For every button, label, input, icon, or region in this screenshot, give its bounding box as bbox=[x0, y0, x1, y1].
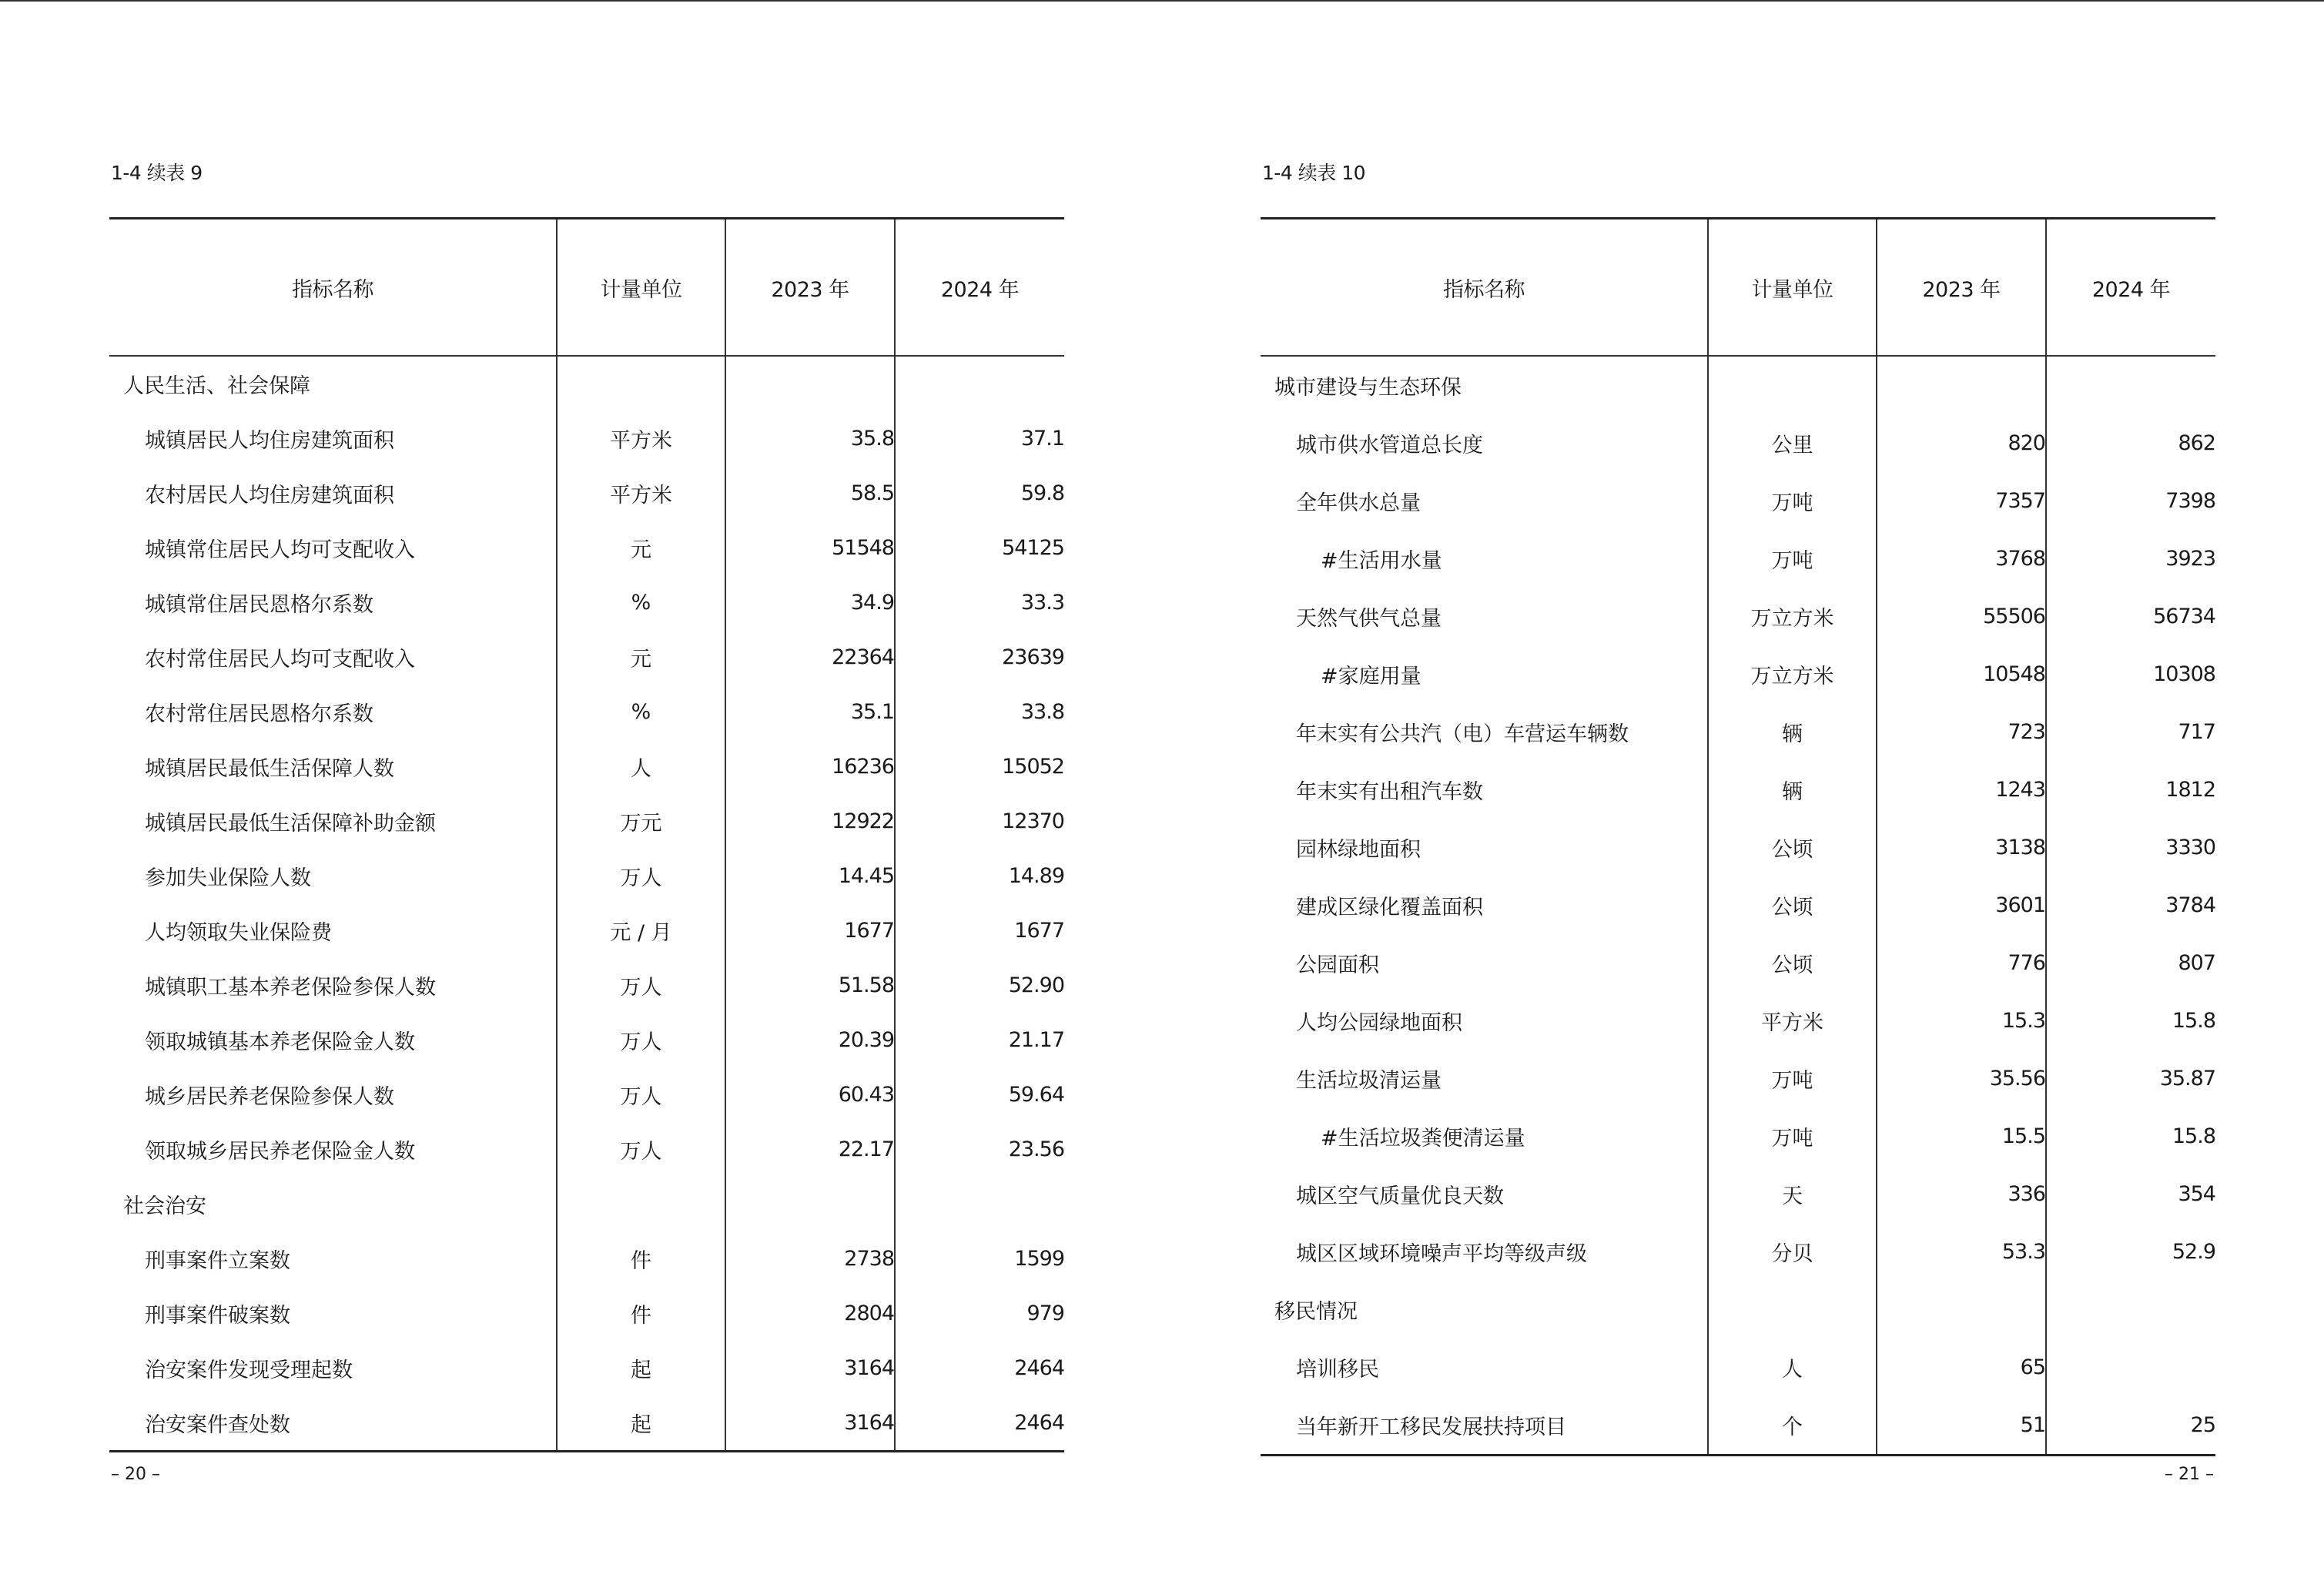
indicator-name-cell: 建成区绿化覆盖面积 bbox=[1296, 896, 1483, 920]
value-2023-cell: 15.3 bbox=[1877, 992, 2046, 1050]
indicator-name-cell: 人均领取失业保险费 bbox=[145, 921, 332, 945]
indicator-name-cell: 城区空气质量优良天数 bbox=[1296, 1184, 1504, 1208]
table-row bbox=[109, 739, 1064, 794]
value-2023-cell: 35.56 bbox=[1877, 1050, 2046, 1107]
unit-cell: 件 bbox=[557, 1286, 725, 1341]
value-2024-cell: 12370 bbox=[895, 794, 1064, 849]
unit-cell: 辆 bbox=[1708, 703, 1877, 761]
table-row bbox=[1261, 992, 2215, 1050]
value-2024-cell: 14.89 bbox=[895, 849, 1064, 903]
value-2023-cell: 51 bbox=[1877, 1396, 2046, 1456]
value-2024-cell: 717 bbox=[2046, 703, 2215, 761]
value-2023-cell: 51548 bbox=[725, 521, 895, 575]
value-2024-cell bbox=[2046, 1281, 2215, 1338]
table-row bbox=[109, 849, 1064, 903]
unit-cell: 平方米 bbox=[557, 466, 725, 521]
table-row bbox=[109, 1013, 1064, 1067]
right-page bbox=[1261, 0, 2215, 1588]
unit-cell: 起 bbox=[557, 1341, 725, 1395]
value-2023-cell: 12922 bbox=[725, 794, 895, 849]
unit-cell: % bbox=[557, 685, 725, 739]
value-2024-cell: 33.8 bbox=[895, 685, 1064, 739]
value-2023-cell: 3164 bbox=[725, 1341, 895, 1395]
indicator-name-cell: 农村常住居民恩格尔系数 bbox=[145, 702, 373, 726]
table-row bbox=[109, 1395, 1064, 1452]
table-row bbox=[1261, 1107, 2215, 1165]
header-year-2024: 2024 年 bbox=[2046, 219, 2215, 357]
table-row bbox=[1261, 472, 2215, 530]
value-2023-cell: 58.5 bbox=[725, 466, 895, 521]
value-2023-cell: 35.8 bbox=[725, 411, 895, 466]
unit-cell: % bbox=[557, 575, 725, 630]
value-2024-cell: 1812 bbox=[2046, 761, 2215, 819]
unit-cell: 天 bbox=[1708, 1165, 1877, 1223]
indicator-name-cell: 城镇职工基本养老保险参保人数 bbox=[145, 976, 436, 1000]
value-2024-cell: 21.17 bbox=[895, 1013, 1064, 1067]
unit-cell: 件 bbox=[557, 1231, 725, 1286]
unit-cell: 万人 bbox=[557, 1067, 725, 1122]
value-2024-cell: 56734 bbox=[2046, 588, 2215, 645]
stats-table bbox=[109, 217, 1064, 1452]
value-2023-cell: 53.3 bbox=[1877, 1223, 2046, 1281]
unit-cell: 万人 bbox=[557, 958, 725, 1013]
value-2024-cell: 3923 bbox=[2046, 530, 2215, 588]
unit-cell bbox=[1708, 1281, 1877, 1338]
value-2024-cell: 35.87 bbox=[2046, 1050, 2215, 1107]
indicator-name-cell: 人均公园绿地面积 bbox=[1296, 1011, 1462, 1035]
value-2023-cell: 20.39 bbox=[725, 1013, 895, 1067]
indicator-name-cell: 参加失业保险人数 bbox=[145, 866, 311, 890]
unit-cell: 人 bbox=[1708, 1338, 1877, 1396]
unit-cell: 万立方米 bbox=[1708, 588, 1877, 645]
value-2023-cell bbox=[1877, 1281, 2046, 1338]
value-2023-cell: 2804 bbox=[725, 1286, 895, 1341]
value-2023-cell bbox=[725, 356, 895, 411]
table-row bbox=[109, 630, 1064, 685]
table-row bbox=[109, 958, 1064, 1013]
table-row bbox=[109, 1122, 1064, 1177]
value-2023-cell: 14.45 bbox=[725, 849, 895, 903]
indicator-name-cell: #生活垃圾粪便清运量 bbox=[1321, 1127, 1525, 1151]
value-2024-cell: 2464 bbox=[895, 1395, 1064, 1452]
indicator-name-cell: 刑事案件立案数 bbox=[145, 1249, 290, 1273]
unit-cell: 辆 bbox=[1708, 761, 1877, 819]
indicator-name-cell: 农村常住居民人均可支配收入 bbox=[145, 648, 415, 672]
section-header-row bbox=[1261, 1281, 2215, 1338]
value-2024-cell: 2464 bbox=[895, 1341, 1064, 1395]
value-2024-cell: 15.8 bbox=[2046, 992, 2215, 1050]
value-2024-cell: 807 bbox=[2046, 934, 2215, 992]
unit-cell: 分贝 bbox=[1708, 1223, 1877, 1281]
indicator-name-cell: 全年供水总量 bbox=[1296, 491, 1421, 515]
value-2023-cell: 1243 bbox=[1877, 761, 2046, 819]
indicator-name-cell: 城镇居民最低生活保障补助金额 bbox=[145, 812, 436, 836]
table-row bbox=[109, 1286, 1064, 1341]
header-year-2023: 2023 年 bbox=[1877, 219, 2046, 357]
indicator-name-cell: 城镇常住居民人均可支配收入 bbox=[145, 538, 415, 562]
page-number: – 21 – bbox=[2165, 1465, 2214, 1484]
table-row bbox=[1261, 1396, 2215, 1456]
unit-cell: 个 bbox=[1708, 1396, 1877, 1456]
table-title: 1-4 续表 10 bbox=[1262, 162, 1366, 184]
value-2023-cell: 776 bbox=[1877, 934, 2046, 992]
table-row bbox=[1261, 530, 2215, 588]
table-row bbox=[109, 1067, 1064, 1122]
value-2024-cell: 59.64 bbox=[895, 1067, 1064, 1122]
table-row bbox=[109, 521, 1064, 575]
value-2024-cell: 52.90 bbox=[895, 958, 1064, 1013]
header-indicator-name: 指标名称 bbox=[109, 219, 557, 357]
value-2023-cell: 65 bbox=[1877, 1338, 2046, 1396]
unit-cell: 公顷 bbox=[1708, 876, 1877, 934]
value-2023-cell: 16236 bbox=[725, 739, 895, 794]
value-2024-cell: 54125 bbox=[895, 521, 1064, 575]
indicator-name-cell: 治安案件查处数 bbox=[109, 1395, 557, 1452]
value-2023-cell: 7357 bbox=[1877, 472, 2046, 530]
value-2023-cell: 336 bbox=[1877, 1165, 2046, 1223]
header-year-2024: 2024 年 bbox=[895, 219, 1064, 357]
value-2024-cell: 862 bbox=[2046, 414, 2215, 472]
indicator-name-cell: 城镇居民最低生活保障人数 bbox=[145, 757, 394, 781]
value-2024-cell: 10308 bbox=[2046, 645, 2215, 703]
unit-cell: 万吨 bbox=[1708, 530, 1877, 588]
value-2024-cell: 1599 bbox=[895, 1231, 1064, 1286]
unit-cell: 人 bbox=[557, 739, 725, 794]
unit-cell: 起 bbox=[557, 1395, 725, 1452]
table-row bbox=[1261, 588, 2215, 645]
value-2024-cell: 15.8 bbox=[2046, 1107, 2215, 1165]
value-2024-cell: 7398 bbox=[2046, 472, 2215, 530]
unit-cell: 万人 bbox=[557, 1013, 725, 1067]
value-2023-cell: 51.58 bbox=[725, 958, 895, 1013]
value-2023-cell: 22.17 bbox=[725, 1122, 895, 1177]
value-2023-cell: 1677 bbox=[725, 903, 895, 958]
indicator-name-cell: #家庭用量 bbox=[1321, 665, 1422, 688]
header-unit: 计量单位 bbox=[1708, 219, 1877, 357]
value-2023-cell: 22364 bbox=[725, 630, 895, 685]
value-2024-cell: 3784 bbox=[2046, 876, 2215, 934]
unit-cell: 平方米 bbox=[557, 411, 725, 466]
value-2023-cell: 3164 bbox=[725, 1395, 895, 1452]
indicator-name-cell: 移民情况 bbox=[1274, 1300, 1358, 1324]
value-2024-cell bbox=[895, 356, 1064, 411]
unit-cell: 万吨 bbox=[1708, 1107, 1877, 1165]
unit-cell bbox=[557, 356, 725, 411]
value-2024-cell: 59.8 bbox=[895, 466, 1064, 521]
table-row bbox=[109, 466, 1064, 521]
value-2023-cell: 10548 bbox=[1877, 645, 2046, 703]
value-2023-cell bbox=[1877, 356, 2046, 414]
unit-cell: 平方米 bbox=[1708, 992, 1877, 1050]
table-row bbox=[109, 411, 1064, 466]
value-2024-cell bbox=[2046, 356, 2215, 414]
value-2023-cell bbox=[725, 1177, 895, 1231]
table-header-row bbox=[109, 219, 1064, 357]
table-title: 1-4 续表 9 bbox=[111, 162, 203, 184]
indicator-name-cell: 城镇居民人均住房建筑面积 bbox=[145, 429, 394, 453]
indicator-name-cell: 人民生活、社会保障 bbox=[123, 374, 310, 398]
indicator-name-cell: 领取城乡居民养老保险金人数 bbox=[145, 1140, 415, 1164]
value-2023-cell: 34.9 bbox=[725, 575, 895, 630]
section-header-row bbox=[109, 1177, 1064, 1231]
value-2023-cell: 15.5 bbox=[1877, 1107, 2046, 1165]
table-row bbox=[109, 575, 1064, 630]
unit-cell: 元 / 月 bbox=[557, 903, 725, 958]
table-row bbox=[109, 1231, 1064, 1286]
value-2024-cell: 52.9 bbox=[2046, 1223, 2215, 1281]
unit-cell: 元 bbox=[557, 630, 725, 685]
table-row bbox=[109, 794, 1064, 849]
value-2024-cell: 1677 bbox=[895, 903, 1064, 958]
indicator-name-cell: 治安案件发现受理起数 bbox=[145, 1359, 353, 1382]
header-indicator-name: 指标名称 bbox=[1261, 219, 1708, 357]
value-2023-cell: 3138 bbox=[1877, 819, 2046, 876]
table-row bbox=[1261, 703, 2215, 761]
value-2024-cell: 25 bbox=[2046, 1396, 2215, 1456]
value-2024-cell: 15052 bbox=[895, 739, 1064, 794]
table-row bbox=[1261, 1165, 2215, 1223]
indicator-name-cell: 城乡居民养老保险参保人数 bbox=[145, 1085, 394, 1109]
value-2023-cell: 820 bbox=[1877, 414, 2046, 472]
unit-cell: 万吨 bbox=[1708, 1050, 1877, 1107]
indicator-name-cell: 年末实有出租汽车数 bbox=[1296, 780, 1483, 804]
stats-table bbox=[1261, 217, 2215, 1456]
value-2024-cell: 37.1 bbox=[895, 411, 1064, 466]
indicator-name-cell: 领取城镇基本养老保险金人数 bbox=[145, 1030, 415, 1054]
value-2024-cell bbox=[895, 1177, 1064, 1231]
table-row bbox=[1261, 761, 2215, 819]
value-2023-cell: 3601 bbox=[1877, 876, 2046, 934]
value-2024-cell: 3330 bbox=[2046, 819, 2215, 876]
indicator-name-cell: 社会治安 bbox=[123, 1194, 206, 1218]
value-2023-cell: 35.1 bbox=[725, 685, 895, 739]
unit-cell: 万元 bbox=[557, 794, 725, 849]
indicator-name-cell: 城区区域环境噪声平均等级声级 bbox=[1296, 1242, 1587, 1266]
indicator-name-cell: 农村居民人均住房建筑面积 bbox=[145, 484, 394, 508]
value-2023-cell: 3768 bbox=[1877, 530, 2046, 588]
indicator-name-cell: 城镇常住居民恩格尔系数 bbox=[145, 593, 373, 617]
unit-cell bbox=[557, 1177, 725, 1231]
value-2023-cell: 60.43 bbox=[725, 1067, 895, 1122]
indicator-name-cell: 刑事案件破案数 bbox=[145, 1304, 290, 1328]
table-row bbox=[1261, 934, 2215, 992]
indicator-name-cell: 公园面积 bbox=[1296, 953, 1379, 977]
indicator-name-cell: 城市供水管道总长度 bbox=[1296, 434, 1483, 457]
unit-cell: 公顷 bbox=[1708, 819, 1877, 876]
indicator-name-cell: 园林绿地面积 bbox=[1296, 838, 1421, 862]
unit-cell: 公顷 bbox=[1708, 934, 1877, 992]
value-2024-cell: 979 bbox=[895, 1286, 1064, 1341]
value-2024-cell: 23639 bbox=[895, 630, 1064, 685]
unit-cell: 公里 bbox=[1708, 414, 1877, 472]
unit-cell: 万立方米 bbox=[1708, 645, 1877, 703]
section-header-row bbox=[109, 356, 1064, 411]
value-2023-cell: 55506 bbox=[1877, 588, 2046, 645]
unit-cell: 万人 bbox=[557, 849, 725, 903]
table-row bbox=[1261, 414, 2215, 472]
unit-cell: 万人 bbox=[557, 1122, 725, 1177]
table-header-row bbox=[1261, 219, 2215, 357]
page-number: – 20 – bbox=[111, 1465, 160, 1484]
table-row bbox=[1261, 1050, 2215, 1107]
indicator-name-cell: 生活垃圾清运量 bbox=[1296, 1069, 1442, 1093]
indicator-name-cell: 年末实有公共汽（电）车营运车辆数 bbox=[1296, 722, 1629, 746]
table-row bbox=[109, 685, 1064, 739]
value-2023-cell: 723 bbox=[1877, 703, 2046, 761]
unit-cell: 万吨 bbox=[1708, 472, 1877, 530]
header-unit: 计量单位 bbox=[557, 219, 725, 357]
table-row bbox=[1261, 1223, 2215, 1281]
value-2023-cell: 2738 bbox=[725, 1231, 895, 1286]
value-2024-cell: 354 bbox=[2046, 1165, 2215, 1223]
indicator-name-cell: 培训移民 bbox=[1296, 1358, 1379, 1382]
table-row bbox=[109, 903, 1064, 958]
section-header-row bbox=[1261, 356, 2215, 414]
table-row bbox=[1261, 876, 2215, 934]
header-year-2023: 2023 年 bbox=[725, 219, 895, 357]
table-row bbox=[1261, 1338, 2215, 1396]
table-row bbox=[1261, 819, 2215, 876]
table-row bbox=[1261, 645, 2215, 703]
value-2024-cell: 23.56 bbox=[895, 1122, 1064, 1177]
unit-cell: 元 bbox=[557, 521, 725, 575]
indicator-name-cell: #生活用水量 bbox=[1321, 549, 1442, 573]
left-page bbox=[109, 0, 1064, 1588]
value-2024-cell bbox=[2046, 1338, 2215, 1396]
unit-cell bbox=[1708, 356, 1877, 414]
table-row bbox=[109, 1341, 1064, 1395]
indicator-name-cell: 当年新开工移民发展扶持项目 bbox=[1261, 1396, 1708, 1456]
value-2024-cell: 33.3 bbox=[895, 575, 1064, 630]
indicator-name-cell: 城市建设与生态环保 bbox=[1274, 376, 1462, 400]
indicator-name-cell: 天然气供气总量 bbox=[1296, 607, 1442, 631]
